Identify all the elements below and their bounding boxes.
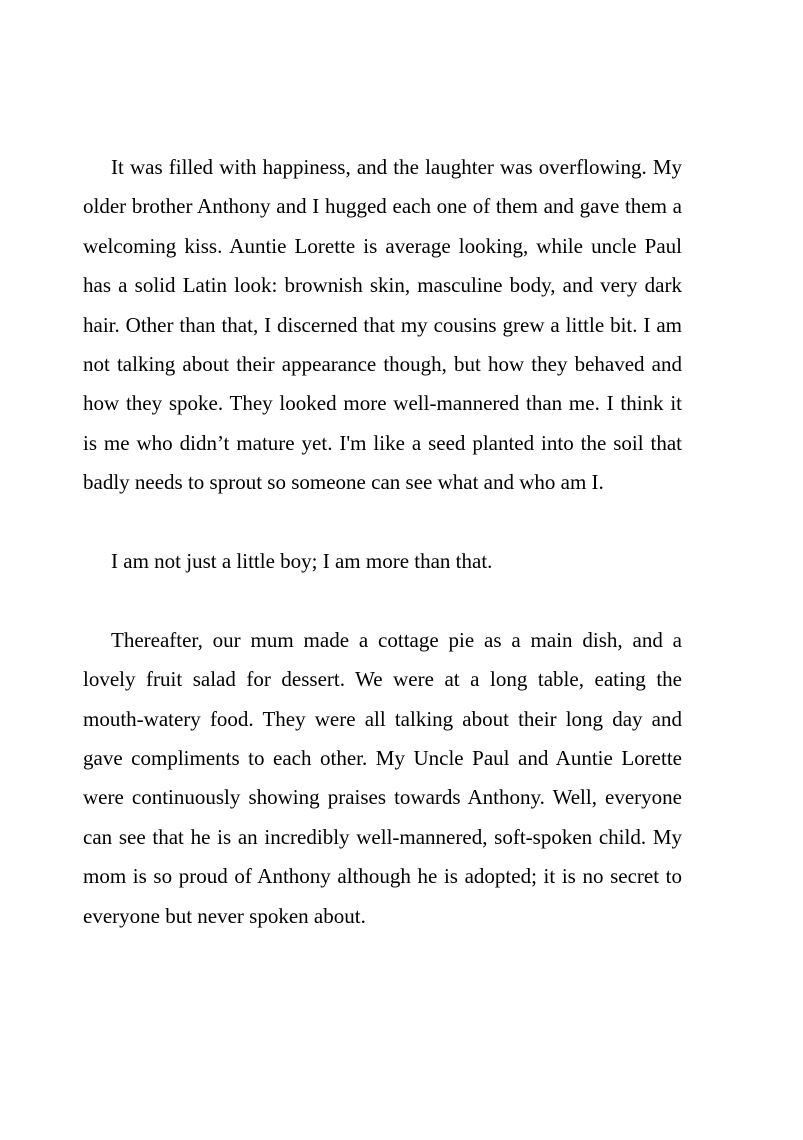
- paragraph-1: It was filled with happiness, and the laughter was overflowing. My older brother Anthony and I hugged each one of them and gave them a welcoming kiss. Auntie Lorette is average looking, while uncle Paul has a solid Latin look: brownish skin, masculine body, and very dark hair. Other than that, I discerned that my cousins grew a little bit. I am not talking about their appearance though, but how they behaved and how they spoke. They looked more well-mannered than me. I think it is me who didn’t mature yet. I'm like a seed planted into the soil that badly needs to sprout so someone can see what and who am I.: [83, 155, 682, 495]
- paragraph-3: Thereafter, our mum made a cottage pie as a main dish, and a lovely fruit salad for dessert. We were at a long table, eating the mouth-watery food. They were all talking about their long day and gave compliments to each other. My Uncle Paul and Auntie Lorette were continuously showing praises towards Anthony. Well, everyone can see that he is an incredibly well-mannered, soft-spoken child. My mom is so proud of Anthony although he is adopted; it is no secret to everyone but never spoken about.: [83, 627, 682, 928]
- paragraph-2: I am not just a little boy; I am more than that.: [111, 549, 493, 574]
